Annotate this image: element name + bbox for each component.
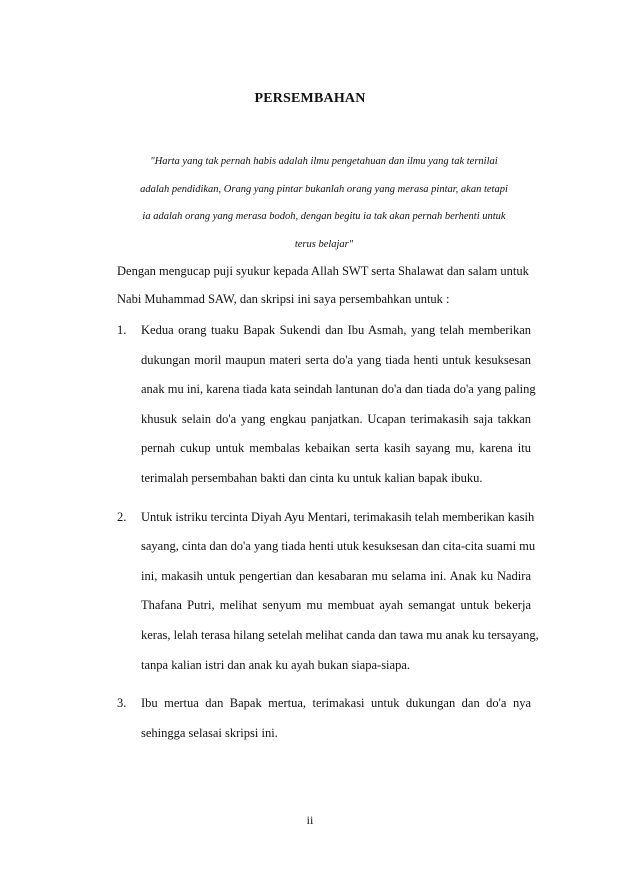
item-line: pernah cukup untuk membalas kebaikan serta kasih sayang mu, karena itu — [141, 441, 531, 456]
item-line: keras, lelah terasa hilang setelah melihat canda dan tawa mu anak ku tersayang, — [141, 627, 539, 642]
item-line: dukungan moril maupun materi serta do'a yang tiada henti untuk kesuksesan — [141, 352, 531, 367]
item-line: Kedua orang tuaku Bapak Sukendi dan Ibu Asmah, yang telah memberikan — [141, 323, 531, 337]
item-line: anak mu ini, karena tiada kata seindah lantunan do'a dan tiada do'a yang paling — [141, 382, 536, 397]
intro-line: Nabi Muhammad SAW, dan skripsi ini saya persembahkan untuk : — [117, 291, 450, 306]
quote-line: ia adalah orang yang merasa bodoh, dengan begitu ia tak akan pernah berhenti untuk — [142, 211, 506, 222]
quote-line: adalah pendidikan, Orang yang pintar bukanlah orang yang merasa pintar, akan tetapi — [140, 183, 508, 195]
item-line: Thafana Putri, melihat senyum mu membuat ayah semangat untuk bekerja — [141, 598, 531, 613]
item-line: Ibu mertua dan Bapak mertua, terimakasi untuk dukungan dan do'a nya — [141, 696, 531, 711]
page-number: ii — [306, 813, 314, 827]
quote-line: "Harta yang tak pernah habis adalah ilmu pengetahuan dan ilmu yang tak ternilai — [150, 156, 498, 167]
intro-line: Dengan mengucap puji syukur kepada Allah SWT serta Shalawat dan salam untuk — [117, 264, 529, 278]
dedication-item-1 — [117, 316, 536, 494]
dedication-item-2 — [117, 503, 539, 681]
epigraph-quote — [118, 148, 530, 258]
item-line: ini, makasih untuk pengertian dan kesabaran mu selama ini. Anak ku Nadira — [141, 568, 531, 583]
dedication-item-3 — [117, 689, 531, 748]
item-number: 2. — [117, 509, 127, 524]
page-title: PERSEMBAHAN — [254, 91, 366, 106]
item-line: terimalah persembahan bakti dan cinta ku untuk kalian bapak ibuku. — [141, 470, 483, 485]
item-line: Untuk istriku tercinta Diyah Ayu Mentari, terimakasih telah memberikan kasih — [141, 509, 535, 524]
dedication-list — [117, 316, 539, 757]
item-line: khusuk selain do'a yang engkau panjatkan. Ucapan terimakasih saja takkan — [141, 411, 531, 426]
item-line: tanpa kalian istri dan anak ku ayah bukan siapa-siapa. — [141, 657, 411, 672]
item-number: 3. — [117, 696, 127, 711]
item-line: sehingga selasai skripsi ini. — [141, 725, 278, 740]
intro-paragraph — [117, 258, 531, 313]
quote-line: terus belajar" — [294, 238, 354, 250]
item-number: 1. — [117, 323, 127, 337]
item-line: sayang, cinta dan do'a yang tiada henti utuk kesuksesan dan cita-cita suami mu — [141, 539, 536, 554]
